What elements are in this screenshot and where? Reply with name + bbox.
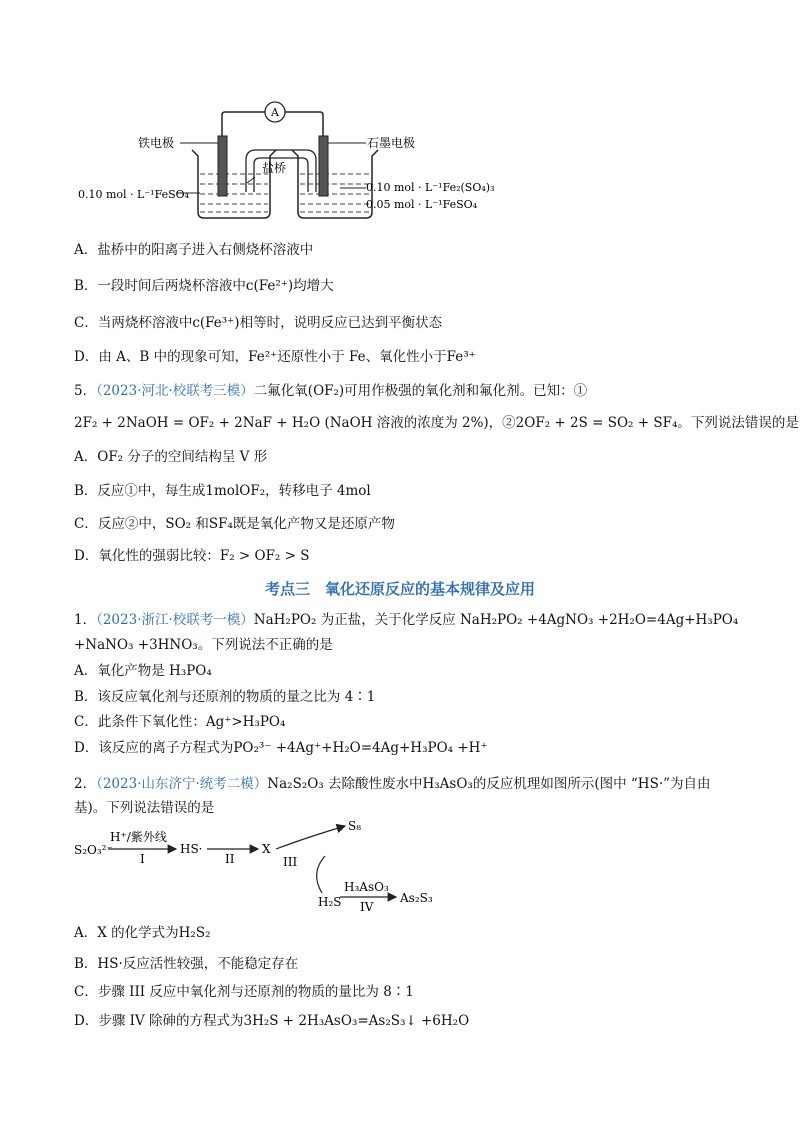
section-heading: 考点三 氧化还原反应的基本规律及应用 [264, 580, 535, 598]
left-solution-label: 0.10 mol · L⁻¹FeSO₄ [78, 188, 190, 201]
q5-option-a: A．OF₂ 分子的空间结构呈 V 形 [74, 449, 268, 465]
q4-option-d: D．由 A、B 中的现象可知，Fe²⁺还原性小于 Fe、氧化性小于Fe³⁺ [74, 349, 476, 365]
graphite-electrode [319, 136, 328, 196]
s1-stem-line2: +NaNO₃ +3HNO₃。下列说法不正确的是 [74, 637, 333, 653]
iron-electrode [218, 136, 227, 196]
q5-option-d: D．氧化性的强弱比较：F₂ > OF₂ > S [74, 548, 310, 564]
s2-option-c: C．步骤 III 反应中氧化剂与还原剂的物质的量比为 8∶1 [74, 984, 414, 1000]
left-electrode-label: 铁电极 [138, 136, 175, 150]
h2s-label: H₂S [318, 895, 342, 909]
s2-number: 2． [74, 776, 97, 792]
s8-label: S₈ [348, 819, 362, 833]
s1-stem1: NaH₂PO₂ 为正盐，关于化学反应 NaH₂PO₂ +4AgNO₃ +2H₂O=4Ag+H₃PO₄ [253, 612, 739, 628]
right-electrode-label: 石墨电极 [367, 136, 416, 150]
s2-stem1: Na₂S₂O₃ 去除酸性废水中H₃AsO₃的反应机理如图所示(图中 “HS·”为自由 [267, 776, 711, 792]
q4-option-b: B．一段时间后两烧杯溶液中c(Fe²⁺)均增大 [74, 278, 334, 294]
hs-radical-label: HS· [180, 842, 203, 856]
step2-label: II [225, 852, 235, 866]
s2-option-a: A．X 的化学式为H₂S₂ [74, 925, 211, 941]
q4-option-a: A．盐桥中的阳离子进入右侧烧杯溶液中 [74, 242, 314, 258]
step3-label: III [283, 855, 298, 869]
step1-condition: H⁺/紫外线 [110, 830, 167, 844]
q4-option-c: C．当两烧杯溶液中c(Fe³⁺)相等时，说明反应已达到平衡状态 [74, 315, 443, 331]
q5-option-c: C．反应②中，SO₂ 和SF₄既是氧化产物又是还原产物 [74, 516, 395, 532]
s1-option-b: B．该反应氧化剂与还原剂的物质的量之比为 4∶1 [74, 689, 376, 705]
right-solution-label-1: 0.10 mol · L⁻¹Fe₂(SO₄)₃ [366, 181, 495, 194]
step1-label: I [140, 852, 145, 866]
reaction-mechanism-figure [0, 818, 800, 918]
q5-stem-line1 [74, 382, 587, 400]
s1-source: （2023·浙江·校联考一模） [96, 612, 254, 628]
step4-reagent: H₃AsO₃ [344, 880, 389, 894]
s1-stem-line1 [74, 611, 738, 629]
s2-stem-line1 [74, 775, 711, 793]
thiosulfate-label: S₂O₃²⁻ [74, 843, 113, 857]
s2-option-b: B．HS·反应活性较强，不能稳定存在 [74, 956, 299, 972]
s2-source: （2023·山东济宁·统考二模） [96, 776, 268, 792]
s1-option-a: A．氧化产物是 H₃PO₄ [74, 663, 212, 679]
step4-label: IV [360, 900, 374, 914]
s2-stem-line2: 基)。下列说法错误的是 [74, 800, 215, 816]
q5-stem-line2: 2F₂ + 2NaOH = OF₂ + 2NaF + H₂O (NaOH 溶液的浓度为 2%)，②2OF₂ + 2S = SO₂ + SF₄。下列说法错误的是 [74, 415, 799, 431]
q5-stem1: 二氟化氧(OF₂)可用作极强的氧化剂和氟化剂。已知：① [253, 383, 588, 399]
s1-number: 1． [74, 612, 97, 628]
salt-bridge-label: 盐桥 [262, 161, 287, 175]
s1-option-d: D．该反应的离子方程式为PO₂³⁻ +4Ag⁺+H₂O=4Ag+H₃PO₄ +H⁺ [74, 740, 488, 756]
q5-option-b: B．反应①中，每生成1molOF₂，转移电子 4mol [74, 483, 371, 499]
product-label: As₂S₃ [400, 891, 433, 905]
galvanic-cell-figure [0, 0, 800, 240]
q5-source: （2023·河北·校联考三模） [96, 383, 254, 399]
s2-option-d: D．步骤 IV 除砷的方程式为3H₂S + 2H₃AsO₃=As₂S₃↓ +6H₂O [74, 1013, 470, 1029]
ammeter-label: A [271, 106, 279, 119]
q5-number: 5． [74, 383, 97, 399]
right-solution-label-2: 0.05 mol · L⁻¹FeSO₄ [366, 198, 478, 211]
x-label: X [262, 842, 271, 856]
s1-option-c: C．此条件下氧化性：Ag⁺>H₃PO₄ [74, 714, 286, 730]
